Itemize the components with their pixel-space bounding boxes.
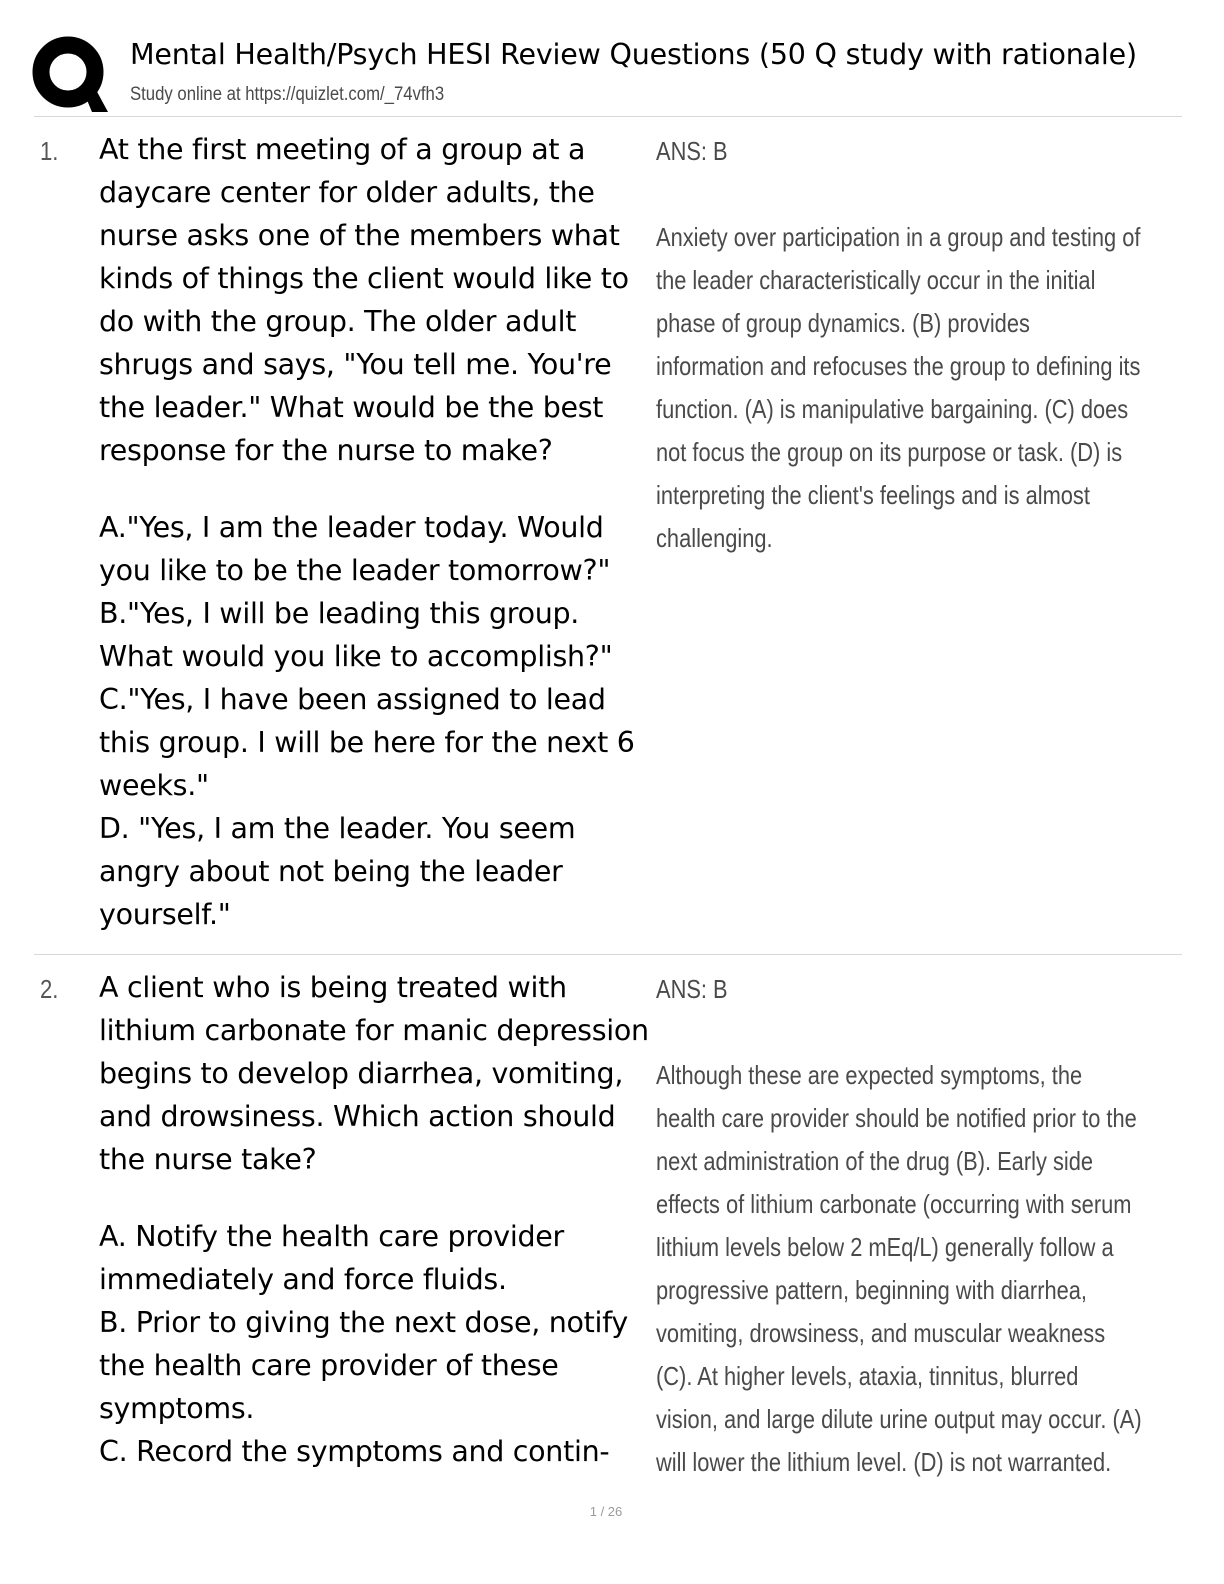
header-divider <box>34 116 1182 117</box>
question-stem: At the first meeting of a group at a daycare center for older adults, the nurse asks one of the members what kinds of things the client would like to do with the group. The older adult shrugs and says, "You tell me. You're the leader." What would be the best response for the nurse to make? <box>99 133 629 467</box>
answer-rationale: Although these are expected symptoms, the health care provider should be notified prior to the next administration of the drug (B). Early side effects of lithium carbonate (occurring with serum lithium levels below 2 mEq/L) generally follow a progressive pattern, beginning with diarrhea, vomiting, drowsiness, and muscular weakness (C). At higher levels, ataxia, tinnitus, blurred vision, and large dilute urine output may occur. (A) will lower the lithium level. (D) is not warranted. <box>656 1060 1142 1477</box>
question-stem: A client who is being treated with lithium carbonate for manic depression begins to develop diarrhea, vomiting, and drowsiness. Which action should the nurse take? <box>99 971 649 1176</box>
option-c: C. Record the symptoms and contin- <box>99 1435 610 1468</box>
question-number: 2. <box>40 974 59 1004</box>
page-number: 1 / 26 <box>589 1504 623 1519</box>
answer-2 <box>656 968 1143 1484</box>
option-b: B. Prior to giving the next dose, notify the health care provider of these symptoms. <box>99 1306 628 1425</box>
document-header <box>32 30 1192 120</box>
document-title: Mental Health/Psych HESI Review Questions (50 Q study with rationale) <box>130 38 1137 71</box>
option-d: D. "Yes, I am the leader. You seem angry about not being the leader yourself." <box>99 812 576 931</box>
answer-rationale: Anxiety over participation in a group and testing of the leader characteristically occur in the initial phase of group dynamics. (B) provides information and refocuses the group to defining its function. (A) is manipulative bargaining. (C) does not focus the group on its purpose or task. (D) is interpreting the client's feelings and is almost challenging. <box>656 222 1141 553</box>
answer-label: ANS: B <box>656 136 728 166</box>
option-list <box>99 506 659 936</box>
option-b: B."Yes, I will be leading this group. What would you like to accomplish?" <box>99 597 613 673</box>
question-1 <box>99 128 659 936</box>
option-list <box>99 1215 659 1473</box>
option-a: A."Yes, I am the leader today. Would you like to be the leader tomorrow?" <box>99 511 611 587</box>
document-subtitle: Study online at https://quizlet.com/_74vfh3 <box>130 84 445 105</box>
question-divider <box>34 954 1182 955</box>
answer-1 <box>656 130 1143 560</box>
question-2 <box>99 966 659 1473</box>
option-a: A. Notify the health care provider immediately and force fluids. <box>99 1220 564 1296</box>
answer-label: ANS: B <box>656 974 728 1004</box>
question-number: 1. <box>40 136 59 166</box>
option-c: C."Yes, I have been assigned to lead this group. I will be here for the next 6 weeks." <box>99 683 635 802</box>
quizlet-q-logo-icon <box>32 36 108 112</box>
